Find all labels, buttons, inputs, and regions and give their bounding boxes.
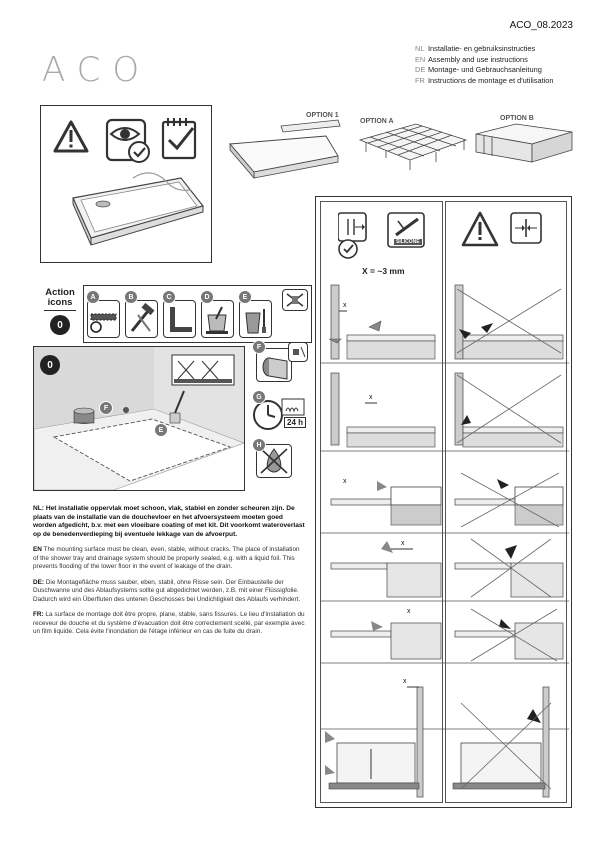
option-a-frame: [360, 124, 466, 170]
detail-row-3-correct: [331, 478, 441, 525]
detail-row-4-correct: [331, 540, 441, 597]
text-fr-code: FR:: [33, 611, 44, 618]
document-code: ACO_08.2023: [509, 20, 573, 31]
text-en: [33, 546, 305, 572]
aco-logo: ACO: [42, 50, 152, 90]
language-item-fr: FR Instructions de montage et d'utilisation: [415, 75, 554, 85]
tool-letter-h: H: [252, 438, 266, 452]
installation-panel: [315, 196, 572, 808]
language-item-en: EN Assembly and use instructions: [415, 54, 528, 64]
tool-letter-a: A: [86, 290, 100, 304]
detail-row-1-correct: [329, 285, 435, 359]
tool-letter-d: D: [200, 290, 214, 304]
mortar-icon: [202, 301, 233, 337]
side-action-icons: [250, 340, 312, 490]
tool-letter-e: E: [238, 290, 252, 304]
time-label: 24 h: [284, 417, 306, 428]
installation-details: [321, 283, 569, 803]
warning-icon: [55, 122, 87, 151]
arrow-icon: [499, 619, 511, 629]
detail-row-2-correct: [331, 373, 435, 447]
text-en-body: The mounting surface must be clean, even, stable, without cracks. The place of installation of the shower tray and drainage system should be properly sealed, e.g. with a liquid foil. This prevents flooding of the lower floor in the event of leakage of the drain.: [33, 546, 300, 570]
detail-row-6-correct: [325, 678, 423, 797]
option-a-label: OPTION A: [360, 118, 394, 125]
tool-letter-f: F: [252, 340, 266, 354]
detail-row-5-correct: [331, 608, 441, 659]
text-de: [33, 579, 305, 605]
text-nl: NL: Het installatie oppervlak moet schoon, vlak, stabiel en zonder scheuren zijn. De plaats van de installatie van de douchevloer en het afvoersysteem moeten goed worden afgedicht, b.v. met een vloeibare coating of met kit. Dit voorkomt wateroverlast op de benedenverdieping bij eventuele lekkage van de afvoerput.: [33, 505, 305, 538]
scene-letter-e: E: [154, 423, 168, 437]
language-item-nl: NL Installatie- en gebruiksinstructies: [415, 44, 536, 53]
set-square-icon: [164, 301, 195, 337]
no-tool-icon-box: [282, 289, 308, 311]
text-fr: [33, 611, 305, 637]
arrow-icon: [325, 765, 335, 775]
detail-row-4-incorrect: [455, 539, 563, 597]
x-marker: x: [343, 478, 347, 485]
tools-box: [83, 285, 312, 343]
speaker-crossed-icon: [289, 343, 307, 361]
arrow-icon: [371, 621, 383, 631]
option-b-block: [476, 124, 572, 162]
hammer-icon: [126, 301, 157, 337]
tool-letter-c: C: [162, 290, 176, 304]
safety-box: [40, 105, 212, 263]
detail-row-3-incorrect: [455, 473, 563, 527]
detail-row-5-incorrect: [455, 609, 563, 661]
language-list: [415, 44, 553, 86]
check-circle-icon: [339, 240, 357, 258]
x-marker: x: [401, 540, 405, 547]
text-en-code: EN: [33, 546, 42, 553]
step-number-badge: 0: [50, 315, 70, 335]
tool-a-tape-measure: [87, 300, 120, 338]
text-de-body: Die Montagefläche muss sauber, eben, stabil, ohne Risse sein. Der Einbaustelle der Duschwanne und des Ablaufsystems sollte gut abgedichtet werden, z.B. mit einer Flüssigfolie. Dadurch wird ein Überfluten des unteren Geschosses bei Undichtigkeit des Ablaufs verhindert.: [33, 578, 301, 603]
detail-row-6-incorrect: [453, 687, 551, 797]
tool-b-hammer: [125, 300, 158, 338]
arrow-icon: [527, 709, 541, 723]
arrow-icon: [369, 321, 381, 331]
detail-row-2-incorrect: [455, 373, 563, 447]
tool-letter-b: B: [124, 290, 138, 304]
crossed-tool-icon: [283, 290, 307, 310]
text-de-code: DE:: [33, 578, 45, 586]
tool-c-square: [163, 300, 196, 338]
correct-header-icons: [338, 211, 438, 271]
x-marker: x: [403, 678, 407, 685]
detail-row-1-incorrect: [455, 285, 563, 359]
eye-check-icon: [107, 120, 149, 162]
silicone-label: SILICONE: [396, 239, 420, 245]
room-scene-illustration: [34, 347, 244, 490]
incorrect-header-icons: [459, 211, 563, 255]
option-1-tray: [230, 120, 340, 178]
action-icons-header: [40, 288, 80, 335]
language-item-de: DE Montage- und Gebrauchsanleitung: [415, 65, 542, 75]
foil-roll-icon: [257, 349, 291, 381]
option-b-label: OPTION B: [500, 115, 534, 122]
arrow-icon: [377, 481, 387, 491]
bucket-brush-icon: [240, 301, 271, 337]
scene-letter-f: F: [99, 401, 113, 415]
text-fr-body: La surface de montage doit être propre, plane, stable, sans fissures. Le lieu d'installation du receveur de douche et du système d'évacuation doit être correctement scellé, par exemple avec un film liquide. Cela évite l'inondation de l'étage inférieur en cas de fuite du drain.: [33, 611, 305, 635]
arrow-icon: [325, 731, 335, 743]
safety-illustration: [41, 106, 211, 262]
scene-box: [33, 346, 245, 491]
tool-d-mortar: [201, 300, 234, 338]
tape-measure-icon: [88, 301, 119, 337]
tool-e-sealant: [239, 300, 272, 338]
arrow-icon: [505, 545, 517, 559]
option-1-label: OPTION 1: [306, 112, 339, 119]
instructions-text: [33, 505, 305, 637]
x-marker: x: [369, 394, 373, 401]
action-icons-title: Action icons: [45, 287, 75, 308]
tool-letter-g: G: [252, 390, 266, 404]
scene-step-badge: 0: [40, 355, 60, 375]
arrow-icon: [497, 479, 509, 489]
options-drawing: [226, 110, 576, 190]
shower-tray-drawing: [73, 173, 203, 245]
arrow-icon: [381, 541, 393, 553]
x-marker: x: [407, 608, 411, 615]
f-extra-icon-box: [288, 342, 308, 362]
checklist-icon: [163, 118, 195, 158]
x-marker: x: [343, 302, 347, 309]
gap-label: X = ~3 mm: [362, 266, 405, 276]
